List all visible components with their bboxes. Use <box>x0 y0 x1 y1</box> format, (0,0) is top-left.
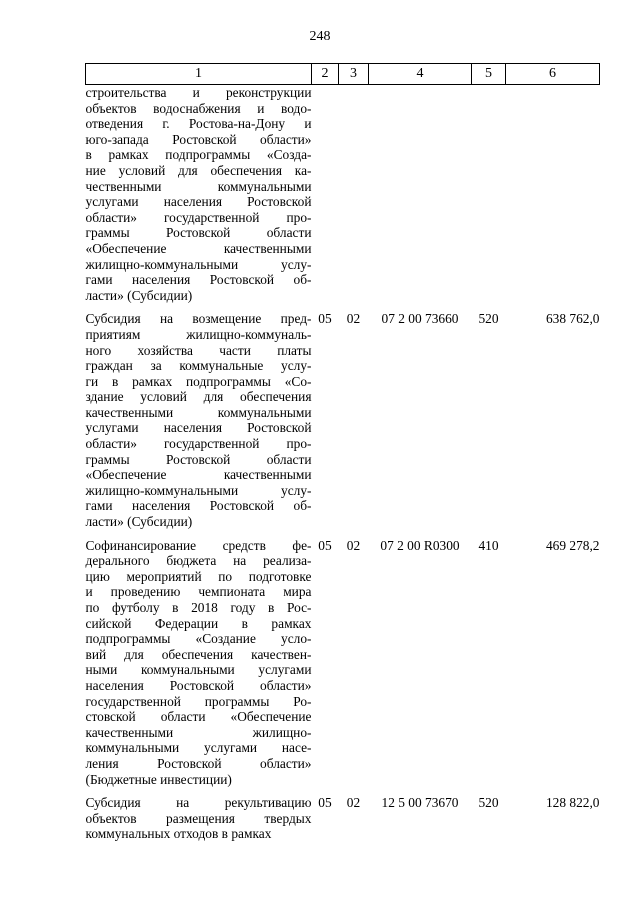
description-line: граждан за коммунальные услу- <box>85 358 312 374</box>
description-line: приятиям жилищно-коммуналь- <box>85 326 312 342</box>
description-line: ного хозяйства части платы <box>85 342 312 358</box>
description-line: отведения г. Ростова-на-Дону и <box>85 116 312 132</box>
description-line: государственной программы Ро- <box>85 693 312 709</box>
description-line: подпрограммы «Создание усло- <box>85 631 312 647</box>
description-line: вий для обеспечения качествен- <box>85 646 312 662</box>
subsection-code <box>339 85 369 304</box>
target-article-code <box>369 85 472 304</box>
expense-type-code: 520 <box>478 311 499 327</box>
expense-type-code: 520 <box>478 795 499 811</box>
description-line: области» государственной про- <box>85 209 312 225</box>
description-line: Софинансирование средств фе- <box>85 537 312 553</box>
description-line: здание условий для обеспечения <box>85 389 312 405</box>
subsection-code: 02 <box>346 537 361 553</box>
description-line: ными коммунальными услугами <box>85 662 312 678</box>
section-code: 05 <box>318 311 332 327</box>
expense-type-code: 410 <box>478 537 499 553</box>
target-article-code: 07 2 00 73660 <box>381 311 459 327</box>
description-line: и проведению чемпионата мира <box>85 584 312 600</box>
description-line: жилищно-коммунальными услу- <box>85 482 312 498</box>
description-line: «Обеспечение качественными <box>85 240 312 256</box>
item-description <box>86 787 312 842</box>
page-number: 248 <box>309 29 331 44</box>
table-row <box>86 530 600 788</box>
description-line: «Обеспечение качественными <box>85 467 312 483</box>
description-line: услугами населения Ростовской <box>85 194 312 210</box>
description-line: ги в рамках подпрограммы «Со- <box>85 373 312 389</box>
description-line: Субсидия на возмещение пред- <box>85 311 312 327</box>
description-line: коммунальных отходов в рамках <box>85 826 272 842</box>
description-line: объектов водоснабжения и водо- <box>85 100 312 116</box>
column-header: 2 <box>312 64 339 85</box>
description-line: ние условий для обеспечения ка- <box>85 162 312 178</box>
description-line: жилищно-коммунальными услу- <box>85 256 312 272</box>
description-line: юго-запада Ростовской области» <box>85 131 312 147</box>
item-description <box>86 85 312 304</box>
amount: 469 278,2 <box>545 537 600 553</box>
table-header-row <box>86 64 600 85</box>
budget-table <box>85 63 600 842</box>
table-row <box>86 303 600 529</box>
description-line: области» государственной про- <box>85 436 312 452</box>
description-line: граммы Ростовской области <box>85 225 312 241</box>
subsection-code: 02 <box>346 311 361 327</box>
description-line: гами населения Ростовской об- <box>85 498 312 514</box>
table-row <box>86 85 600 304</box>
column-header: 4 <box>369 64 472 85</box>
description-line: в рамках подпрограммы «Созда- <box>85 147 312 163</box>
description-line: населения Ростовской области» <box>85 677 312 693</box>
item-description <box>86 303 312 529</box>
description-line: (Бюджетные инвестиции) <box>85 771 232 787</box>
amount: 638 762,0 <box>545 311 600 327</box>
description-line: коммунальными услугами насе- <box>85 740 312 756</box>
column-header: 6 <box>506 64 600 85</box>
amount: 128 822,0 <box>545 795 600 811</box>
description-line: ласти» (Субсидии) <box>85 514 193 530</box>
description-line: качественными коммунальными <box>85 404 312 420</box>
description-line: цию мероприятий по подготовке <box>85 568 312 584</box>
description-line: чественными коммунальными <box>85 178 312 194</box>
description-line: ления Ростовской области» <box>85 755 312 771</box>
item-description <box>86 530 312 788</box>
target-article-code: 12 5 00 73670 <box>381 795 459 811</box>
section-code: 05 <box>318 537 332 553</box>
description-line: качественными жилищно- <box>85 724 312 740</box>
section-code: 05 <box>318 795 332 811</box>
description-line: сийской Федерации в рамках <box>85 615 312 631</box>
target-article-code: 07 2 00 R0300 <box>380 537 460 553</box>
description-line: ласти» (Субсидии) <box>85 287 193 303</box>
column-header: 5 <box>472 64 506 85</box>
column-header: 1 <box>86 64 312 85</box>
description-line: дерального бюджета на реализа- <box>85 553 312 569</box>
description-line: строительства и реконструкции <box>85 85 312 100</box>
description-line: гами населения Ростовской об- <box>85 272 312 288</box>
amount <box>506 85 600 304</box>
description-line: объектов размещения твердых <box>85 810 312 826</box>
description-line: граммы Ростовской области <box>85 451 312 467</box>
subsection-code: 02 <box>346 795 361 811</box>
expense-type-code <box>472 85 506 304</box>
column-header: 3 <box>339 64 369 85</box>
description-line: Субсидия на рекультивацию <box>85 795 312 811</box>
description-line: стовской области «Обеспечение <box>85 709 312 725</box>
table-row <box>86 787 600 842</box>
description-line: услугами населения Ростовской <box>85 420 312 436</box>
description-line: по футболу в 2018 году в Рос- <box>85 600 312 615</box>
section-code <box>312 85 339 304</box>
